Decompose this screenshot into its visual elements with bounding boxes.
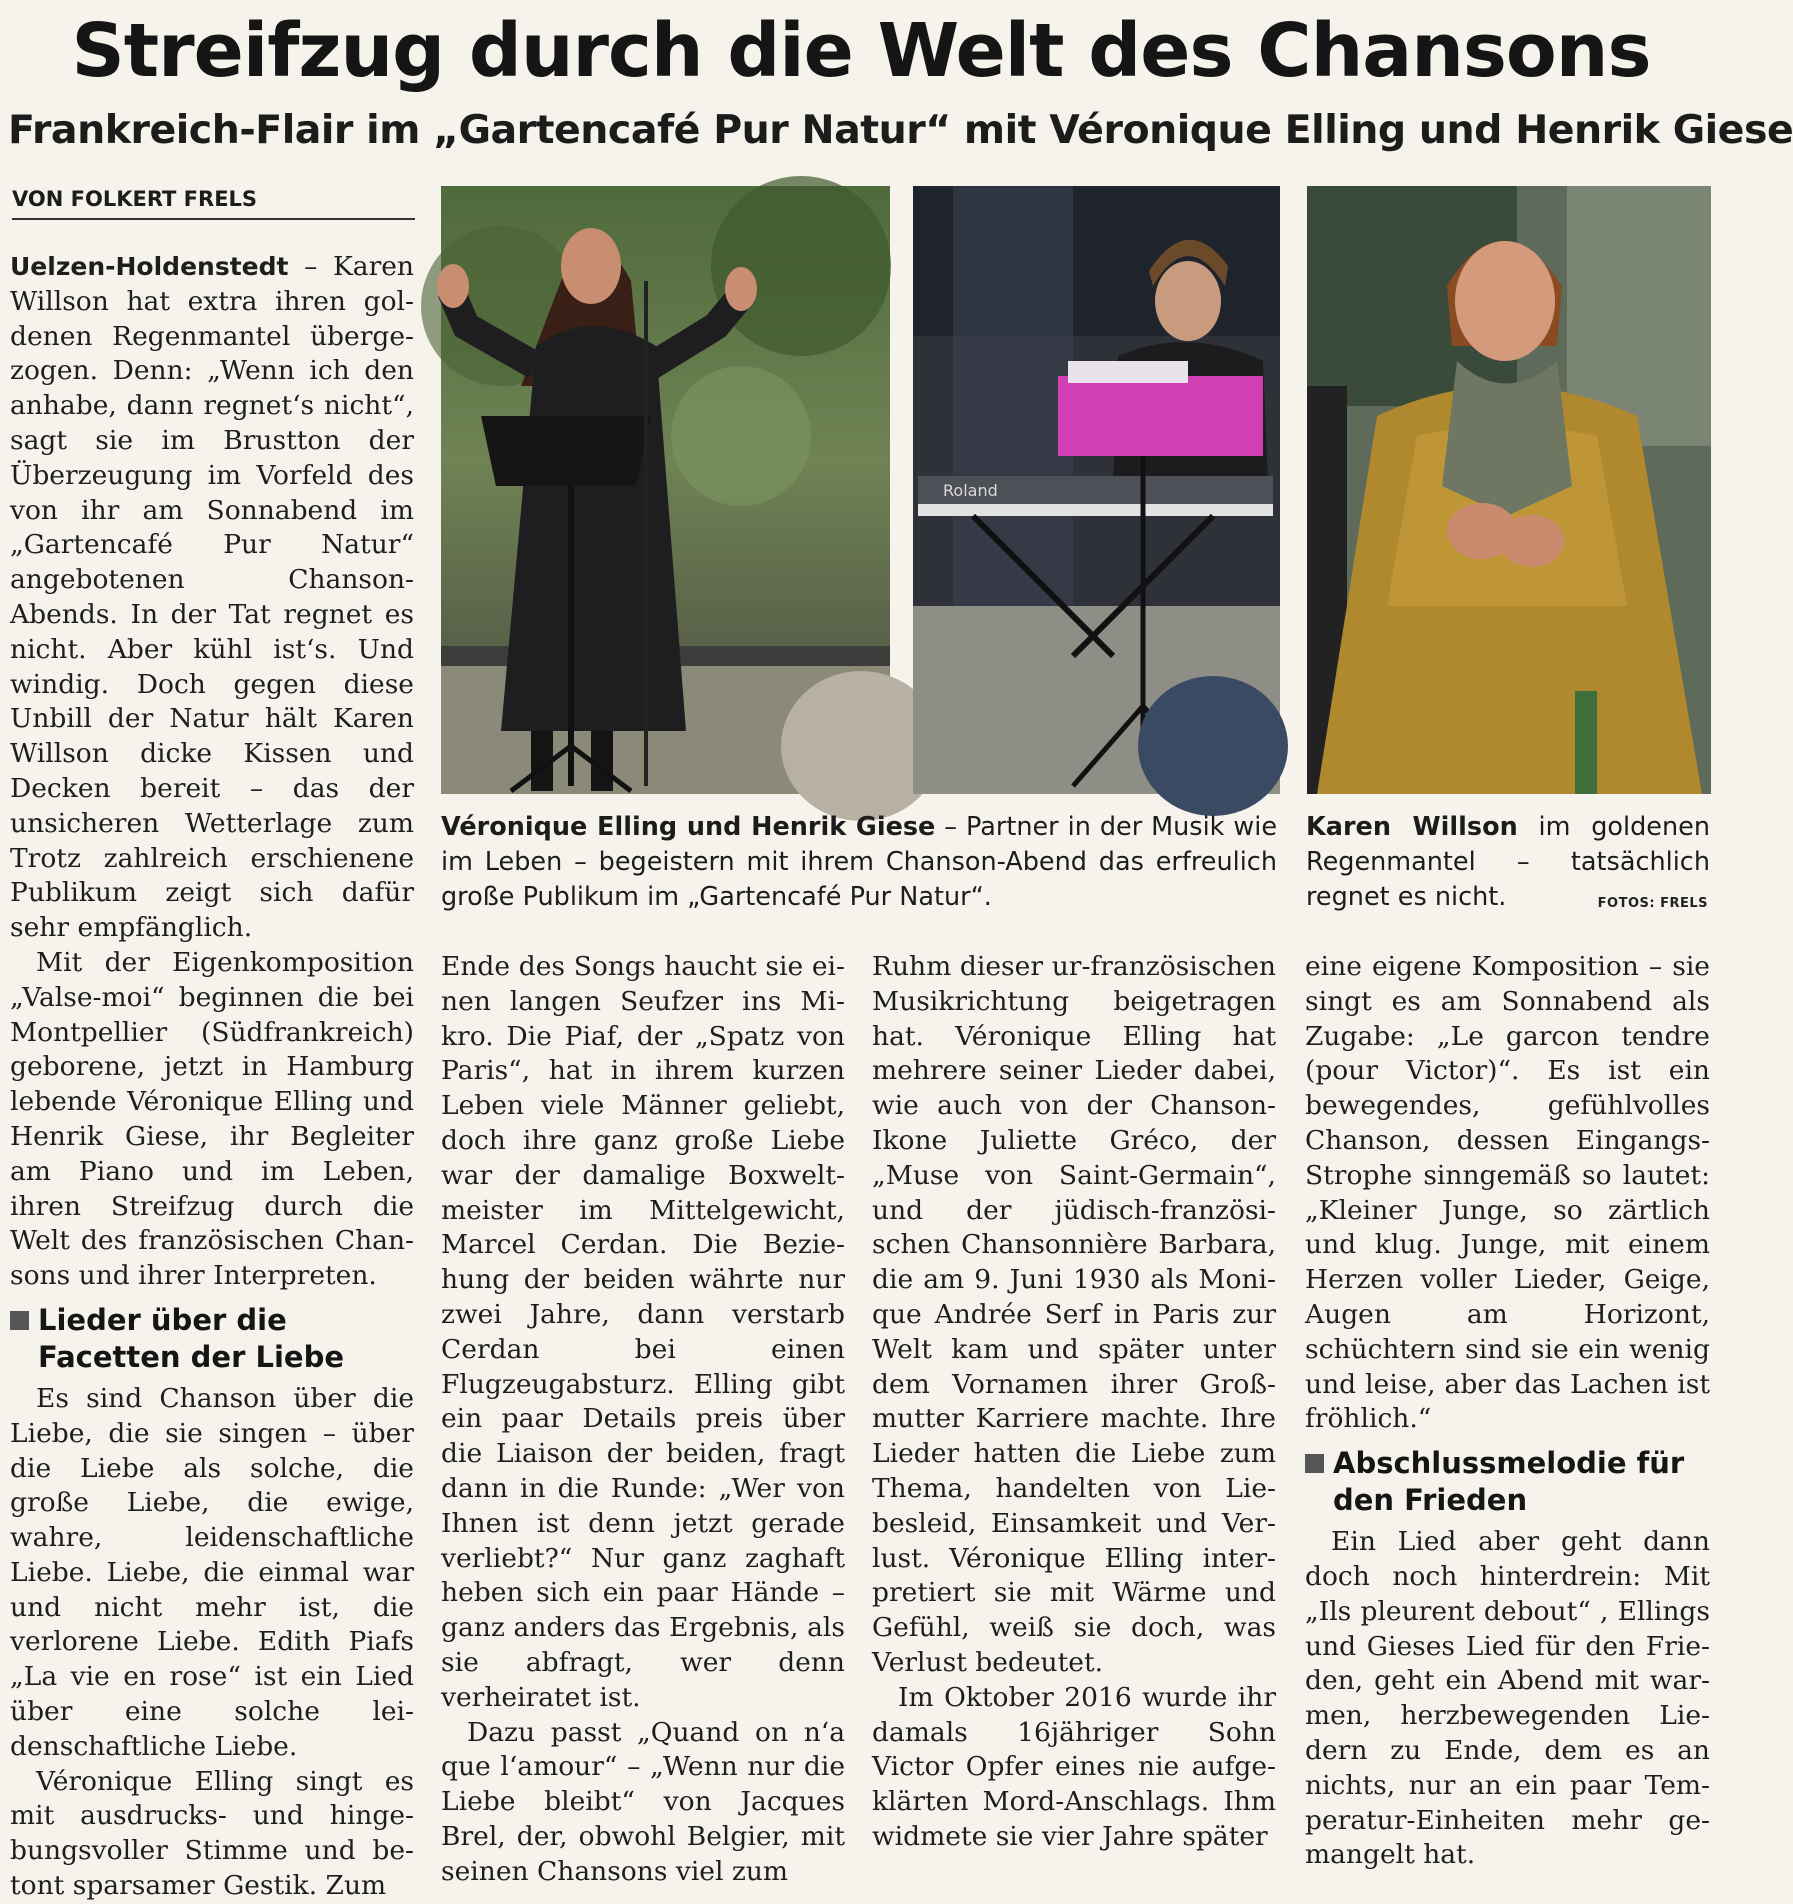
text-column-4: [1305, 950, 1710, 1873]
caption-names: Véronique Elling und Henrik Giese: [441, 812, 936, 842]
photo-singer: [441, 186, 890, 794]
body-paragraph: Dazu passt „Quand on n‘a que l‘amour“ – „Wenn nur die Liebe bleibt“ von Jacques Brel, der, obwohl Belgier, mit seinen Chansons viel zum: [441, 1716, 845, 1887]
keyboard-brand-label: Roland: [943, 481, 998, 500]
body-paragraph: Mit der Eigenkomposition „Valse-moi“ beginnen die bei Montpellier (Südfrankreich) geborene, jetzt in Hamburg lebende Véronique Elling und Henrik Giese, ihr Begleiter am Piano und im Leben, ihren Streifzug durch die Welt des französischen Chansons und ihrer Interpreten.: [10, 946, 414, 1292]
body-paragraph: Es sind Chanson über die Liebe, die sie singen – über die Liebe als solche, die große Liebe, die ewige, wahre, leidenschaftliche Liebe. Liebe, die einmal war und nicht mehr ist, die verlorene Liebe. Edith Piafs „La vie en rose“ ist ein Lied über eine solche leidenschaftliche Liebe.: [10, 1382, 414, 1762]
text-column-2: [441, 950, 845, 1890]
section-heading: Abschlussmelodie für den Frieden: [1305, 1445, 1710, 1519]
section-heading: Lieder über die Facetten der Liebe: [10, 1302, 414, 1376]
body-paragraph: Ende des Songs haucht sie einen langen Seufzer ins Mikro. Die Piaf, der „Spatz von Paris“, hat in ihrem kurzen Leben viele Männer geliebt, doch ihre ganz große Liebe war der damalige Boxweltmeister im Mittelgewicht, Marcel Cerdan. Die Beziehung der beiden währte nur zwei Jahre, dann verstarb Cerdan bei einen Flugzeugabsturz. Elling gibt ein paar Details preis über die Liaison der beiden, fragt dann in die Runde: „Wer von Ihnen ist denn jetzt gerade verliebt?“ Nur ganz zaghaft heben sich ein paar Hände – ganz anders das Ergebnis, als sie abfragt, wer denn verheiratet ist.: [441, 951, 845, 1713]
photo-caption-main: [441, 810, 1277, 915]
photo-host: [1307, 186, 1711, 794]
caption-text: – Partner in der Musik wie im Leben – begeistern mit ihrem Chanson-Abend das erfreulich große Publikum im „Gartencafé Pur Natur“.: [441, 812, 1278, 912]
photo-pianist: [913, 186, 1280, 794]
section-square-icon: [10, 1311, 29, 1330]
byline: VON FOLKERT FRELS: [12, 184, 415, 220]
caption-text: im goldenen Regenmantel – tatsächlich regnet es nicht.: [1306, 812, 1710, 912]
body-paragraph: Ruhm dieser ur-französischen Musikrichtung beigetragen hat. Véronique Elling hat mehrere seiner Lieder dabei, wie auch von der Chanson-Ikone Juliette Gréco, der „Muse von Saint-Germain“, und der jüdisch-französischen Chansonnière Barbara, die am 9. Juni 1930 als Monique Andrée Serf in Paris zur Welt kam und später unter dem Vornamen ihrer Großmutter Karriere machte. Ihre Lieder hatten die Liebe zum Thema, handelten von Liebesleid, Einsamkeit und Verlust. Véronique Elling interpretiert sie mit Wärme und Gefühl, weiß sie doch, was Verlust bedeutet.: [872, 951, 1276, 1678]
body-paragraph: Im Oktober 2016 wurde ihr damals 16jähriger Sohn Victor Opfer eines nie aufgeklärten Mord-Anschlags. Ihm widmete sie vier Jahre später: [872, 1681, 1276, 1852]
article-headline: Streifzug durch die Welt des Chansons: [71, 8, 1651, 94]
photo-credit: FOTOS: FRELS: [1597, 896, 1708, 911]
body-paragraph: Ein Lied aber geht dann doch noch hinterdrein: Mit „Ils pleurent debout“ , Ellings und Gieses Lied für den Frieden, geht ein Abend mit warmen, herzbewegenden Liedern zu Ende, dem es an nichts, nur an ein paar Temperatur-Einheiten mehr gemangelt hat.: [1305, 1526, 1710, 1871]
section-square-icon: [1305, 1454, 1324, 1473]
article-subheadline: Frankreich-Flair im „Gartencafé Pur Natur“ mit Véronique Elling und Henrik Giese: [8, 107, 1793, 153]
caption-names: Karen Willson: [1306, 812, 1518, 842]
body-paragraph: eine eigene Komposition – sie singt es am Sonnabend als Zugabe: „Le garcon tendre (pour Victor)“. Es ist ein bewegendes, gefühlvolles Chanson, dessen Eingangs-Strophe sinngemäß so lautet: „Kleiner Junge, so zärtlich und klug. Junge, mit einem Herzen voller Lieder, Geige, Augen am Horizont, schüchtern sind sie ein wenig und leise, aber das Lachen ist fröhlich.“: [1305, 951, 1710, 1435]
dateline: Uelzen-Holdenstedt: [10, 252, 289, 281]
text-column-3: [872, 950, 1276, 1855]
text-column-1: [10, 250, 414, 1904]
body-paragraph: Véronique Elling singt es mit ausdrucks- und hingebungsvoller Stimme und betont sparsamer Gestik. Zum: [10, 1765, 414, 1902]
body-paragraph: Uelzen-Holdenstedt – Karen Willson hat extra ihren goldenen Regenmantel übergezogen. Denn: „Wenn ich den anhabe, dann regnet‘s nicht“, sagt sie im Brustton der Überzeugung im Vorfeld des von ihr am Sonnabend im „Gartencafé Pur Natur“ angebotenen Chanson-Abends. In der Tat regnet es nicht. Aber kühl ist‘s. Und windig. Doch gegen diese Unbill der Natur hält Karen Willson dicke Kissen und Decken bereit – das der unsicheren Wetterlage zum Trotz zahlreich erschienene Publikum zeigt sich dafür sehr empfänglich.: [10, 251, 414, 944]
